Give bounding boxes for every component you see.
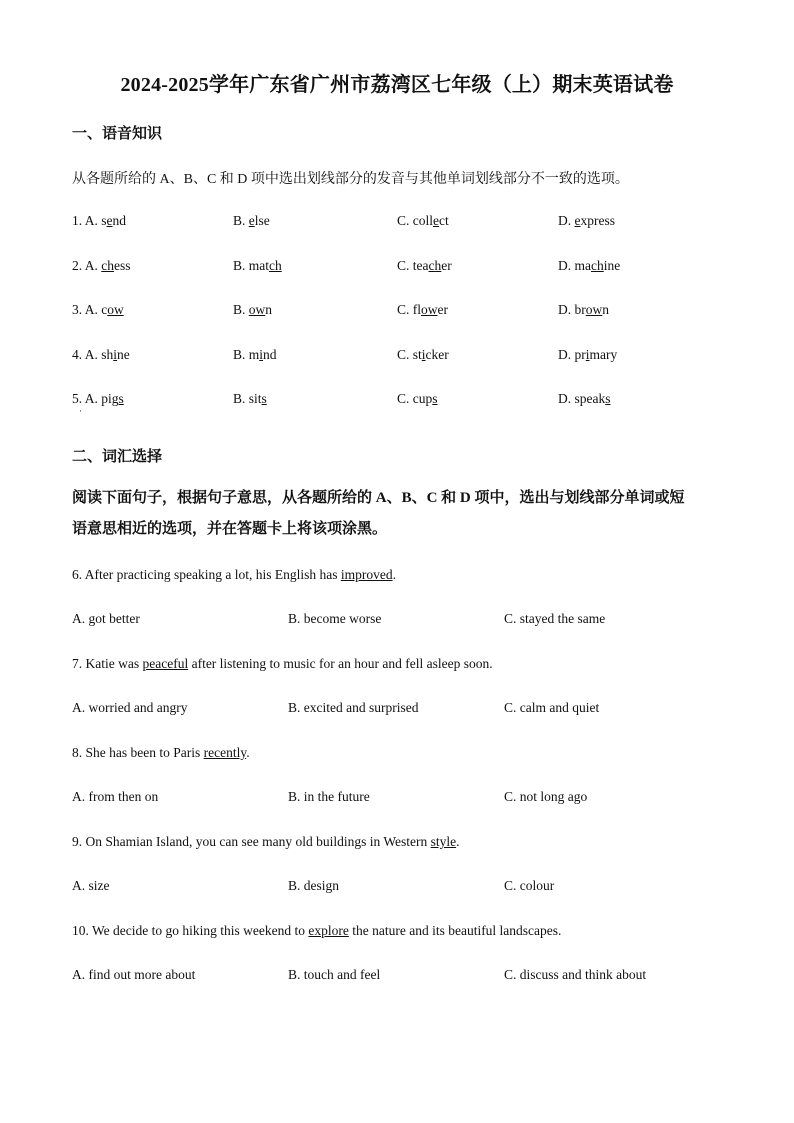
vocab-options-10 — [72, 967, 732, 987]
instruction-line-2: 语意思相近的选项，并在答题卡上将该项涂黑。 — [72, 521, 388, 537]
phonetics-question-4 — [72, 347, 732, 367]
phonetics-question-2 — [72, 258, 732, 278]
vocab-question-9: 9. On Shamian Island, you can see many old buildings in Western style. — [72, 834, 460, 849]
phonetics-question-1 — [72, 213, 732, 233]
vocab-options-6 — [72, 611, 732, 631]
phonetics-question-5 — [72, 391, 732, 411]
option-c: C. not long ago — [504, 789, 588, 804]
vocab-question-8: 8. She has been to Paris recently. — [72, 745, 250, 760]
page-title: 2024-2025学年广东省广州市荔湾区七年级（上）期末英语试卷 — [120, 74, 674, 96]
option-b: B. in the future — [288, 789, 370, 804]
instruction-line-1: 阅读下面句子，根据句子意思，从各题所给的 A、B、C 和 D 项中，选出与划线部分单词或短 — [72, 490, 685, 506]
vocab-question-10: 10. We decide to go hiking this weekend to explore the nature and its beautiful landscapes. — [72, 923, 562, 938]
option-a: A. size — [72, 878, 110, 893]
option-c: C. discuss and think about — [504, 967, 647, 982]
option-d: D. primary — [558, 347, 618, 362]
option-c: C. stayed the same — [504, 611, 606, 626]
option-b: B. sits — [233, 391, 267, 406]
option-b: B. touch and feel — [288, 967, 381, 982]
option-c: C. calm and quiet — [504, 700, 600, 715]
option-d: D. brown — [558, 302, 609, 317]
option-b: B. match — [233, 258, 282, 273]
option-c: C. flower — [397, 302, 449, 317]
option-b: B. become worse — [288, 611, 382, 626]
option-a: 4. A. shine — [72, 347, 130, 362]
stray-mark: · — [79, 406, 82, 416]
vocab-options-7 — [72, 700, 732, 720]
vocab-question-7: 7. Katie was peaceful after listening to music for an hour and fell asleep soon. — [72, 656, 493, 671]
option-c: C. cups — [397, 391, 438, 406]
section-instruction-vocabulary — [72, 483, 732, 545]
section-heading-vocabulary: 二、词汇选择 — [72, 449, 163, 465]
option-a: A. from then on — [72, 789, 159, 804]
option-a: A. worried and angry — [72, 700, 188, 715]
vocab-question-6: 6. After practicing speaking a lot, his English has improved. — [72, 567, 396, 582]
option-c: C. collect — [397, 213, 449, 228]
option-a: 3. A. cow — [72, 302, 124, 317]
option-d: D. speaks — [558, 391, 611, 406]
option-a: A. find out more about — [72, 967, 196, 982]
option-b: B. design — [288, 878, 340, 893]
phonetics-question-3 — [72, 302, 732, 322]
vocab-options-8 — [72, 789, 732, 809]
option-a: 5. A. pigs — [72, 391, 124, 406]
option-c: C. colour — [504, 878, 555, 893]
section-heading-phonetics: 一、语音知识 — [72, 126, 163, 142]
option-c: C. teacher — [397, 258, 452, 273]
option-b: B. own — [233, 302, 273, 317]
option-b: B. excited and surprised — [288, 700, 419, 715]
option-d: D. express — [558, 213, 615, 228]
option-a: 2. A. chess — [72, 258, 131, 273]
option-a: A. got better — [72, 611, 140, 626]
section-instruction-phonetics: 从各题所给的 A、B、C 和 D 项中选出划线部分的发音与其他单词划线部分不一致的选项。 — [72, 172, 629, 187]
option-b: B. else — [233, 213, 270, 228]
vocab-options-9 — [72, 878, 732, 898]
option-d: D. machine — [558, 258, 621, 273]
option-b: B. mind — [233, 347, 277, 362]
option-c: C. sticker — [397, 347, 449, 362]
option-a: 1. A. send — [72, 213, 127, 228]
